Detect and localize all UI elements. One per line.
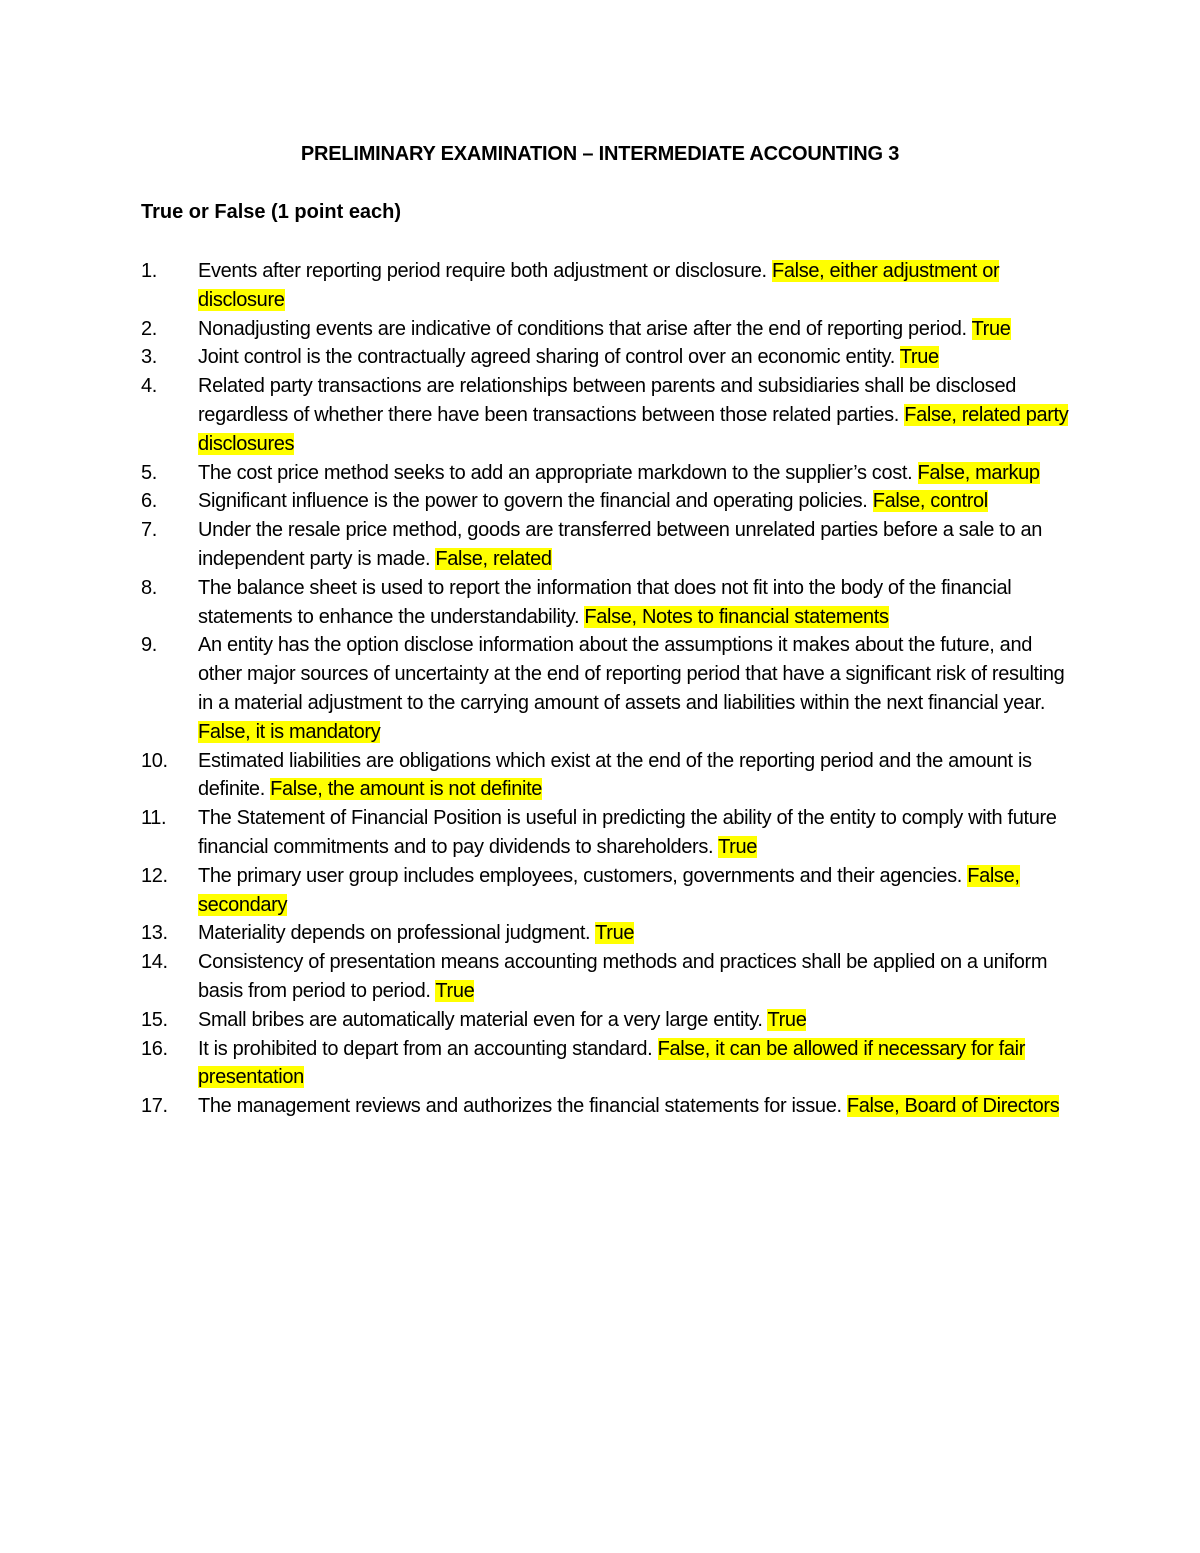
question-item [141,459,1071,488]
answer-highlight: True [595,922,635,945]
question-number: 11. [141,807,167,830]
question-item [141,516,1071,574]
question-text: Related party transactions are relationships between parents and subsidiaries shall be disclosed regardless of whether there have been transactions between those related parties. [198,375,1017,426]
question-item [141,948,1071,1006]
page-title: PRELIMINARY EXAMINATION – INTERMEDIATE ACCOUNTING 3 [300,143,900,165]
question-text: Small bribes are automatically material even for a very large entity. [198,1008,763,1031]
question-text: The management reviews and authorizes the financial statements for issue. [198,1095,842,1118]
question-number: 4. [141,375,157,398]
section-heading: True or False (1 point each) [141,201,402,223]
question-number: 1. [141,260,157,282]
question-number: 14. [141,951,168,974]
answer-highlight: False, Notes to financial statements [584,605,889,628]
question-number: 13. [141,922,168,945]
question-text: The primary user group includes employees, customers, governments and their agencies. [198,864,962,887]
answer-highlight: True [767,1008,807,1031]
question-item [141,1006,1071,1035]
question-number: 6. [141,490,157,513]
question-item [141,1092,1071,1121]
question-item [141,804,1071,862]
question-item [141,919,1071,948]
answer-highlight: False, related party disclosures [198,403,1069,455]
question-number: 8. [141,576,157,599]
answer-highlight: False, the amount is not definite [270,778,543,801]
answer-highlight: True [435,979,475,1002]
question-list [141,257,1071,1121]
question-number: 15. [141,1008,168,1031]
question-text: Nonadjusting events are indicative of conditions that arise after the end of reporting period. [198,317,967,340]
question-number: 9. [141,634,157,657]
answer-highlight: False, Board of Directors [846,1095,1060,1118]
question-text: Consistency of presentation means accounting methods and practices shall be applied on a uniform basis from period to period. [198,951,1048,1002]
question-number: 17. [141,1095,168,1118]
question-item [141,747,1071,805]
question-item [141,574,1071,632]
question-text: Joint control is the contractually agreed sharing of control over an economic entity. [198,346,895,369]
answer-highlight: False, related [435,547,552,570]
question-text: Materiality depends on professional judgment. [198,922,591,945]
question-item [141,372,1071,458]
answer-highlight: True [971,317,1011,340]
answer-highlight: False, either adjustment or disclosure [198,260,1000,311]
question-text: The balance sheet is used to report the information that does not fit into the body of the financial statements to enhance the understandability. [198,576,1012,628]
question-text: Estimated liabilities are obligations which exist at the end of the reporting period and the amount is definite. [198,749,1032,801]
question-item [141,315,1071,344]
question-number: 12. [141,864,168,887]
question-item [141,631,1071,746]
answer-highlight: False, it is mandatory [198,720,381,743]
question-number: 16. [141,1037,168,1060]
question-text: The cost price method seeks to add an appropriate markdown to the supplier’s cost. [198,461,913,484]
question-number: 2. [141,317,157,340]
question-item [141,487,1071,516]
question-text: It is prohibited to depart from an accounting standard. [198,1037,653,1060]
question-item [141,343,1071,372]
question-text: Events after reporting period require both adjustment or disclosure. [198,260,767,282]
question-text: Under the resale price method, goods are transferred between unrelated parties before a sale to an independent party is made. [198,519,1043,570]
question-item [141,1035,1071,1093]
answer-highlight: True [718,835,758,858]
answer-highlight: False, control [872,490,988,513]
answer-highlight: False, it can be allowed if necessary for fair presentation [198,1037,1026,1089]
question-number: 10. [141,749,168,772]
question-number: 5. [141,461,157,484]
answer-highlight: False, markup [917,461,1040,484]
question-text: An entity has the option disclose information about the assumptions it makes about the future, and other major sources of uncertainty at the end of reporting period that have a significant risk of resulting in a material adjustment to the carrying amount of assets and liabilities within the next financial year. [198,634,1065,714]
question-item [141,257,1071,315]
question-number: 3. [141,346,157,369]
answer-highlight: True [899,346,939,369]
question-text: The Statement of Financial Position is useful in predicting the ability of the entity to comply with future financial commitments and to pay dividends to shareholders. [198,807,1057,858]
question-item [141,862,1071,920]
answer-highlight: False, secondary [198,864,1020,916]
question-number: 7. [141,519,157,542]
question-text: Significant influence is the power to govern the financial and operating policies. [198,490,868,513]
